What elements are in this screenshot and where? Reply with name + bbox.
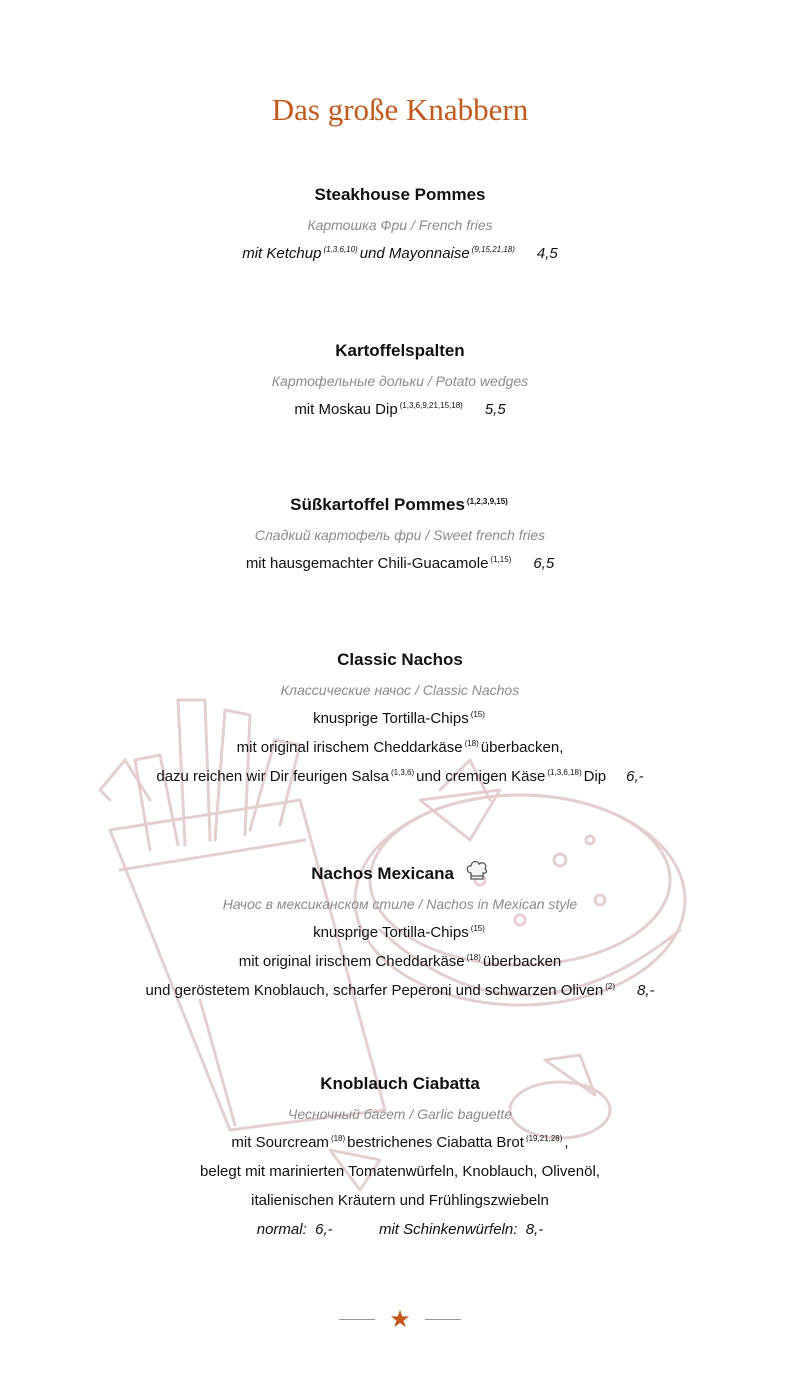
chef-hat-icon xyxy=(465,860,489,882)
allergen-note: (1,3,6,9,21,15,18) xyxy=(399,401,463,410)
item-description-line xyxy=(0,767,800,787)
star-icon: ★ xyxy=(389,1306,411,1333)
text: dazu reichen wir Dir feurigen Salsa xyxy=(156,768,389,785)
allergen-note: (1,3,6) xyxy=(390,768,415,777)
allergen-note: (15) xyxy=(470,924,485,933)
item-name: Knoblauch Ciabatta xyxy=(320,1074,480,1093)
item-description-line xyxy=(0,709,800,729)
text: mit Ketchup xyxy=(242,245,322,262)
page-title: Das große Knabbern xyxy=(271,92,529,127)
allergen-note: (1,3,6,10) xyxy=(323,245,358,254)
item-name: Classic Nachos xyxy=(337,650,463,669)
text: mit hausgemachter Chili-Guacamole xyxy=(245,555,489,572)
item-name xyxy=(0,860,800,884)
allergen-note: (1,3,6,18) xyxy=(547,768,582,777)
text: Dip xyxy=(583,768,607,785)
item-price: 8,- xyxy=(525,1221,544,1238)
item-price: 5,5 xyxy=(484,401,506,418)
allergen-note: (18) xyxy=(330,1134,346,1143)
menu-item-knoblauch-ciabatta xyxy=(0,1074,800,1240)
menu-item-kartoffelspalten xyxy=(0,341,800,420)
item-price: 8,- xyxy=(637,982,655,999)
text: und cremigen Käse xyxy=(416,768,546,785)
menu-item-suesskartoffel-pommes xyxy=(0,495,800,574)
divider xyxy=(425,1319,461,1320)
item-price: 6,5 xyxy=(533,555,555,572)
item-description-line xyxy=(0,952,800,972)
item-description-line xyxy=(0,1133,800,1153)
menu-item-nachos-mexicana xyxy=(0,860,800,1001)
allergen-note: (1,2,3,9,15) xyxy=(466,497,508,506)
text: überbacken, xyxy=(480,739,564,756)
item-subtitle: Картошка Фри / French fries xyxy=(307,217,493,233)
price-label: normal: xyxy=(256,1221,307,1238)
menu-item-classic-nachos xyxy=(0,650,800,787)
item-price: 4,5 xyxy=(536,245,558,262)
item-subtitle: Картофельные дольки / Potato wedges xyxy=(271,373,529,389)
footer-ornament xyxy=(0,1305,800,1334)
allergen-note: (18) xyxy=(464,739,479,748)
allergen-note: (18) xyxy=(466,953,481,962)
item-description-line xyxy=(0,981,800,1001)
item-description xyxy=(0,244,800,264)
item-description-line: belegt mit marinierten Tomatenwürfeln, Knoblauch, Olivenöl, xyxy=(200,1163,600,1180)
item-price: 6,- xyxy=(315,1221,333,1238)
item-description-line: italienischen Kräutern und Frühlingszwiebeln xyxy=(251,1192,549,1209)
item-description-line xyxy=(0,923,800,943)
item-name: Steakhouse Pommes xyxy=(314,185,486,204)
text: mit Sourcream xyxy=(231,1134,329,1151)
allergen-note: (9,15,21,18) xyxy=(471,245,515,254)
text: knusprige Tortilla-Chips xyxy=(313,924,469,941)
item-name: Kartoffelspalten xyxy=(335,341,465,360)
text: Süßkartoffel Pommes xyxy=(290,495,465,514)
text: und Mayonnaise xyxy=(359,245,470,262)
item-subtitle: Начос в мексиканском стиле / Nachos in Mexican style xyxy=(222,896,578,912)
item-description xyxy=(0,554,800,574)
item-description-line xyxy=(0,738,800,758)
text: mit original irischem Cheddarkäse xyxy=(236,739,463,756)
text: , xyxy=(564,1134,569,1151)
item-description xyxy=(0,400,800,420)
text: Nachos Mexicana xyxy=(311,864,454,883)
text: und geröstetem Knoblauch, scharfer Peperoni und schwarzen Oliven xyxy=(145,982,604,999)
item-name xyxy=(0,495,800,515)
allergen-note: (15) xyxy=(470,710,485,719)
divider xyxy=(339,1319,375,1320)
text: mit original irischem Cheddarkäse xyxy=(238,953,465,970)
text: bestrichenes Ciabatta Brot xyxy=(347,1134,524,1151)
text: knusprige Tortilla-Chips xyxy=(313,710,469,727)
item-price: 6,- xyxy=(626,768,644,785)
allergen-note: (19,21,28) xyxy=(525,1134,563,1143)
menu-item-steakhouse-pommes xyxy=(0,185,800,264)
item-subtitle: Классические начос / Classic Nachos xyxy=(280,682,520,698)
text: überbacken xyxy=(482,953,562,970)
allergen-note: (1,15) xyxy=(490,555,512,564)
allergen-note: (2) xyxy=(605,982,616,991)
price-label: mit Schinkenwürfeln: xyxy=(378,1221,518,1238)
text: mit Moskau Dip xyxy=(294,401,398,418)
item-subtitle: Сладкий картофель фри / Sweet french fries xyxy=(254,527,546,543)
item-subtitle: Чесночный багет / Garlic baguette xyxy=(287,1106,513,1122)
item-price-line xyxy=(0,1220,800,1240)
